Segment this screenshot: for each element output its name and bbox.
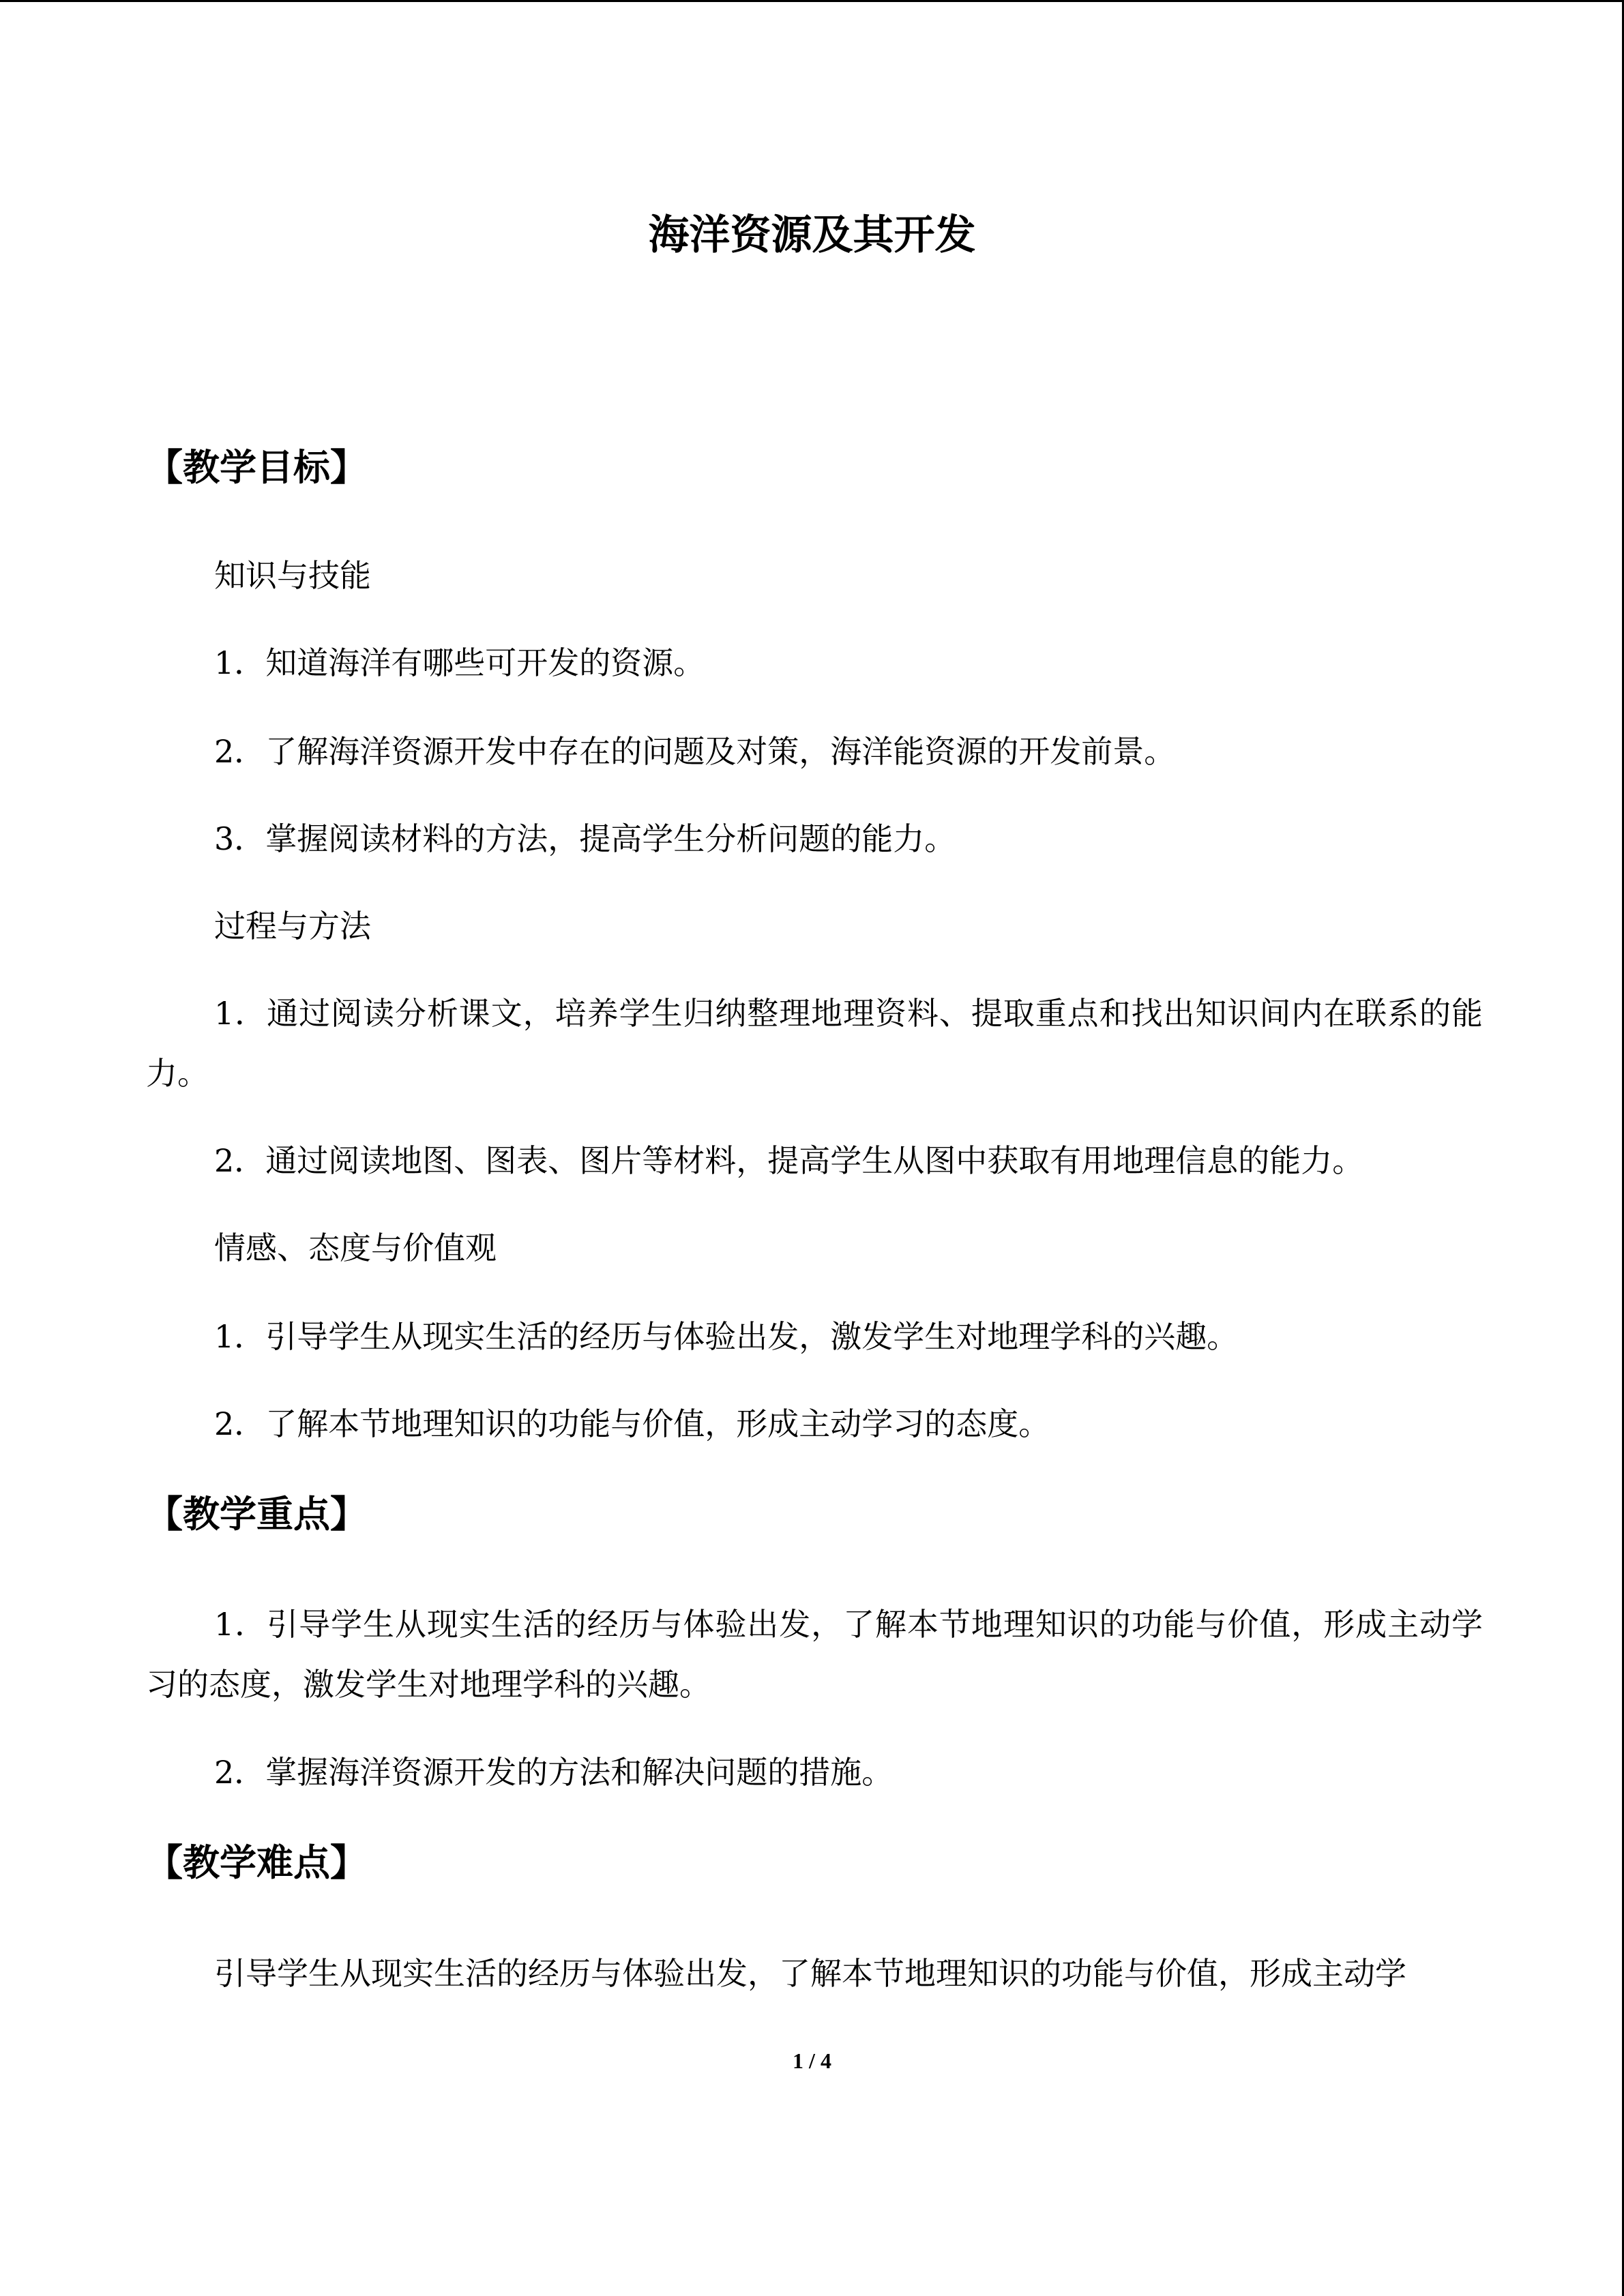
section-heading-key-points: 【教学重点】 <box>146 1492 367 1536</box>
key-point-item-2: 2．掌握海洋资源开发的方法和解决问题的措施。 <box>214 1754 894 1791</box>
emotion-item-1: 1．引导学生从现实生活的经历与体验出发，激发学生对地理学科的兴趣。 <box>214 1318 1239 1355</box>
knowledge-item-2: 2．了解海洋资源开发中存在的问题及对策，海洋能资源的开发前景。 <box>214 733 1176 770</box>
difficulty-text: 引导学生从现实生活的经历与体验出发，了解本节地理知识的功能与价值，形成主动学 <box>214 1955 1406 1992</box>
subheading-process: 过程与方法 <box>214 908 371 944</box>
process-item-2: 2．通过阅读地图、图表、图片等材料，提高学生从图中获取有用地理信息的能力。 <box>214 1142 1364 1179</box>
knowledge-item-3: 3．掌握阅读材料的方法，提高学生分析问题的能力。 <box>214 820 956 857</box>
process-item-1: 1．通过阅读分析课文，培养学生归纳整理地理资料、提取重点和找出知识间内在联系的能力。 <box>146 995 1483 1092</box>
emotion-item-2: 2．了解本节地理知识的功能与价值，形成主动学习的态度。 <box>214 1405 1050 1442</box>
key-point-item-1: 1．引导学生从现实生活的经历与体验出发，了解本节地理知识的功能与价值，形成主动学习的态度，激发学生对地理学科的兴趣。 <box>146 1606 1483 1703</box>
page-number: 1 / 4 <box>793 2048 831 2073</box>
subheading-knowledge: 知识与技能 <box>214 557 371 594</box>
knowledge-item-1: 1．知道海洋有哪些可开发的资源。 <box>214 644 705 681</box>
section-heading-difficulties: 【教学难点】 <box>146 1840 367 1884</box>
subheading-emotion: 情感、态度与价值观 <box>214 1229 497 1266</box>
document-title: 海洋资源及其开发 <box>648 211 976 259</box>
section-heading-objectives: 【教学目标】 <box>146 445 367 489</box>
